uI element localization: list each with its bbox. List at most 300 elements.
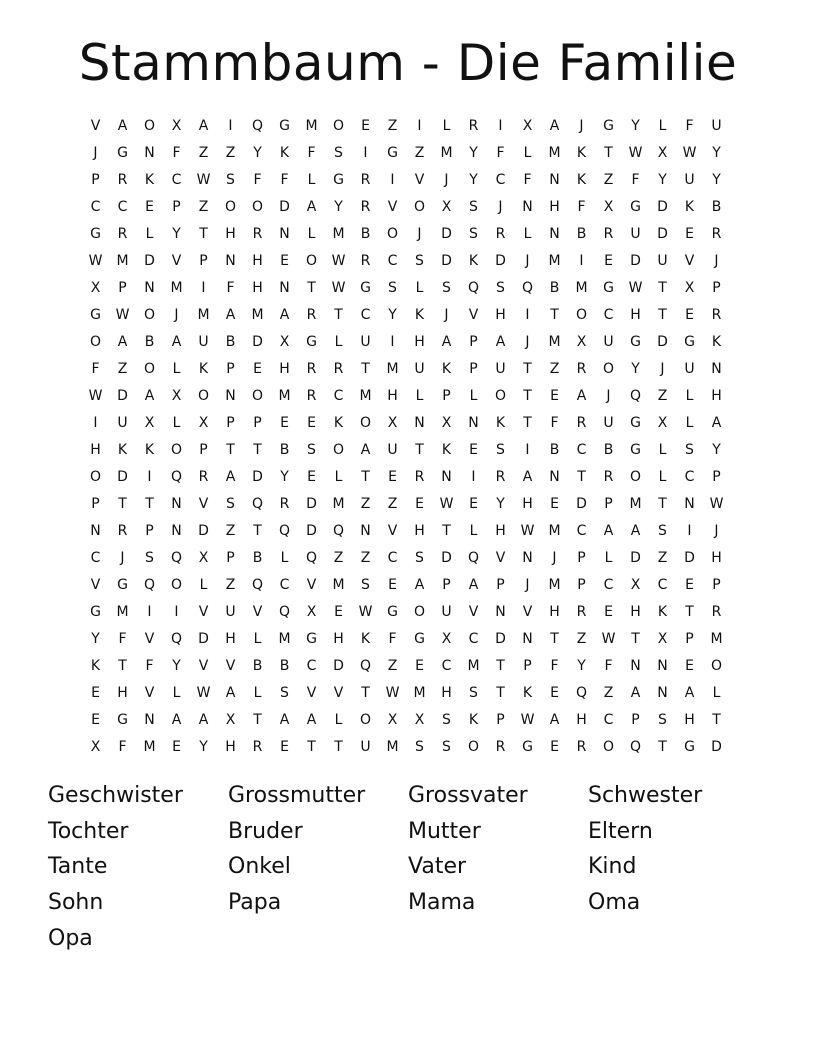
grid-cell: C [603,577,614,593]
grid-cell: V [387,523,398,539]
grid-cell: Z [387,658,398,674]
grid-cell: W [358,604,373,620]
grid-cell: Y [280,469,289,485]
grid-cell: O [143,361,156,377]
grid-cell: Q [170,631,183,647]
grid-cell: C [603,307,614,323]
grid-cell: E [280,415,289,431]
grid-cell: N [144,145,155,161]
grid-cell: O [251,199,264,215]
grid-cell: C [360,307,371,323]
grid-cell: X [171,388,182,404]
grid-cell: M [116,604,129,620]
grid-cell: T [334,739,343,755]
grid-cell: H [495,523,506,539]
grid-cell: J [714,253,719,269]
grid-cell: L [604,550,613,566]
grid-cell: K [144,442,155,458]
grid-cell: F [550,658,559,674]
grid-cell: X [171,118,182,134]
grid-cell: J [498,199,503,215]
grid-cell: T [523,361,532,377]
grid-cell: S [145,550,154,566]
grid-cell: I [363,145,368,161]
grid-cell: B [603,442,614,458]
grid-row [82,140,730,167]
word-list-item: Papa [228,890,282,916]
grid-row [82,680,730,707]
grid-cell: N [441,469,452,485]
grid-cell: Z [225,145,236,161]
grid-cell: X [144,415,155,431]
grid-cell: I [579,253,584,269]
grid-cell: W [331,280,346,296]
grid-cell: N [279,226,290,242]
grid-cell: V [333,685,344,701]
grid-cell: L [415,388,424,404]
grid-cell: N [522,550,533,566]
grid-cell: K [333,415,344,431]
grid-cell: T [253,442,262,458]
grid-cell: U [495,361,506,377]
grid-cell: U [684,361,695,377]
grid-cell: K [468,253,479,269]
grid-cell: Q [278,523,291,539]
grid-cell: P [577,577,586,593]
grid-cell: R [576,361,587,377]
grid-cell: D [495,253,506,269]
grid-cell: A [360,442,371,458]
grid-cell: X [306,604,317,620]
grid-cell: N [144,712,155,728]
grid-cell: X [603,199,614,215]
grid-cell: S [361,577,370,593]
grid-cell: Y [199,739,208,755]
grid-cell: J [660,361,665,377]
grid-cell: O [143,307,156,323]
grid-cell: O [197,388,210,404]
grid-cell: G [117,577,128,593]
grid-cell: M [359,388,372,404]
grid-cell: K [117,442,128,458]
grid-cell: Q [359,658,372,674]
grid-cell: H [549,199,560,215]
grid-cell: V [198,604,209,620]
grid-cell: P [145,523,154,539]
grid-cell: R [117,172,128,188]
grid-cell: G [360,280,371,296]
grid-cell: O [170,442,183,458]
grid-cell: U [441,604,452,620]
grid-cell: L [523,145,532,161]
word-list-item: Oma [588,890,641,916]
grid-cell: E [307,415,316,431]
grid-cell: J [714,523,719,539]
grid-cell: U [360,739,371,755]
grid-cell: J [525,253,530,269]
grid-row [82,194,730,221]
grid-cell: I [525,442,530,458]
word-list-item: Mama [408,890,476,916]
grid-cell: Z [225,577,236,593]
grid-cell: J [120,550,125,566]
grid-cell: J [444,307,449,323]
grid-cell: H [225,739,236,755]
grid-cell: N [657,658,668,674]
grid-cell: J [552,550,557,566]
grid-cell: Z [333,550,344,566]
grid-cell: K [468,712,479,728]
grid-row [82,464,730,491]
grid-cell: F [253,172,262,188]
grid-cell: L [712,685,721,701]
grid-cell: M [629,496,642,512]
grid-cell: Z [603,172,614,188]
grid-row [82,248,730,275]
grid-cell: M [251,307,264,323]
grid-cell: S [226,172,235,188]
grid-cell: K [198,361,209,377]
grid-cell: L [658,118,667,134]
grid-cell: V [468,604,479,620]
grid-cell: B [279,442,290,458]
grid-cell: M [440,145,453,161]
grid-cell: B [252,550,263,566]
grid-cell: L [334,469,343,485]
grid-cell: O [224,199,237,215]
grid-cell: X [198,415,209,431]
grid-cell: H [495,307,506,323]
grid-row [82,545,730,572]
grid-cell: N [171,523,182,539]
grid-cell: Q [170,550,183,566]
grid-cell: C [684,469,695,485]
grid-cell: S [496,280,505,296]
grid-cell: E [91,712,100,728]
grid-cell: R [306,388,317,404]
grid-cell: P [91,172,100,188]
grid-cell: L [685,415,694,431]
grid-cell: L [280,550,289,566]
word-list [48,778,768,956]
grid-cell: T [712,712,721,728]
grid-cell: D [306,496,317,512]
grid-cell: A [117,334,128,350]
grid-cell: X [522,118,533,134]
grid-cell: A [306,712,317,728]
grid-cell: B [549,280,560,296]
grid-cell: Q [251,496,264,512]
grid-cell: Z [360,550,371,566]
word-list-item: Tante [48,854,108,880]
grid-row [82,113,730,140]
grid-cell: P [496,712,505,728]
grid-cell: B [225,334,236,350]
grid-cell: P [577,550,586,566]
grid-cell: R [414,469,425,485]
grid-cell: Q [467,550,480,566]
grid-cell: V [144,685,155,701]
grid-cell: P [604,496,613,512]
grid-cell: V [495,550,506,566]
grid-cell: B [144,334,155,350]
grid-cell: C [603,712,614,728]
grid-cell: V [144,631,155,647]
grid-cell: E [685,226,694,242]
word-list-item: Kind [588,854,637,880]
grid-cell: A [495,334,506,350]
grid-cell: N [657,685,668,701]
grid-cell: M [332,226,345,242]
grid-cell: A [144,388,155,404]
grid-cell: X [387,712,398,728]
grid-cell: W [88,388,103,404]
grid-cell: H [387,388,398,404]
grid-cell: Z [549,361,560,377]
grid-cell: F [388,631,397,647]
grid-cell: G [117,712,128,728]
grid-cell: T [253,712,262,728]
grid-cell: S [442,739,451,755]
grid-cell: G [387,145,398,161]
grid-cell: R [711,307,722,323]
grid-cell: P [199,442,208,458]
grid-cell: X [576,334,587,350]
grid-cell: E [550,496,559,512]
grid-cell: P [226,415,235,431]
grid-cell: A [711,415,722,431]
grid-cell: H [684,712,695,728]
grid-cell: X [630,577,641,593]
grid-cell: M [386,361,399,377]
grid-cell: R [117,226,128,242]
word-list-item: Geschwister [48,783,183,808]
grid-cell: I [471,469,476,485]
grid-cell: B [711,199,722,215]
grid-cell: X [387,415,398,431]
grid-cell: O [332,118,345,134]
grid-cell: D [198,523,209,539]
grid-cell: H [711,388,722,404]
grid-row [82,437,730,464]
grid-cell: T [334,307,343,323]
grid-cell: I [687,523,692,539]
grid-cell: K [684,199,695,215]
grid-cell: E [307,469,316,485]
grid-cell: L [469,388,478,404]
grid-cell: X [414,712,425,728]
grid-cell: A [117,118,128,134]
grid-cell: C [387,550,398,566]
grid-cell: S [415,550,424,566]
grid-cell: E [415,496,424,512]
grid-cell: W [628,145,643,161]
grid-cell: O [386,226,399,242]
grid-cell: F [685,118,694,134]
grid-cell: A [549,118,560,134]
grid-cell: O [251,388,264,404]
grid-cell: N [171,496,182,512]
page-title: Stammbaum - Die Familie [78,34,738,92]
grid-cell: T [631,631,640,647]
grid-cell: T [145,496,154,512]
grid-cell: X [684,280,695,296]
grid-cell: K [144,172,155,188]
grid-cell: S [469,226,478,242]
grid-cell: M [278,631,291,647]
grid-cell: X [90,280,101,296]
grid-cell: R [711,604,722,620]
grid-cell: S [658,712,667,728]
grid-cell: M [170,280,183,296]
grid-cell: R [495,469,506,485]
grid-row [82,329,730,356]
grid-cell: B [360,226,371,242]
word-list-item: Eltern [588,818,653,844]
grid-cell: C [333,388,344,404]
grid-cell: T [226,442,235,458]
grid-cell: C [306,658,317,674]
grid-cell: T [496,685,505,701]
grid-cell: A [198,712,209,728]
grid-cell: T [361,469,370,485]
grid-cell: H [333,631,344,647]
grid-cell: Q [143,577,156,593]
grid-cell: H [252,253,263,269]
grid-cell: X [657,415,668,431]
grid-cell: C [387,253,398,269]
word-list-item: Bruder [228,818,303,844]
grid-cell: X [441,631,452,647]
grid-cell: K [441,361,452,377]
grid-cell: N [522,199,533,215]
grid-cell: V [684,253,695,269]
grid-cell: E [685,658,694,674]
grid-cell: L [442,118,451,134]
grid-cell: S [442,712,451,728]
grid-cell: N [495,604,506,620]
grid-cell: M [305,118,318,134]
grid-cell: D [630,253,641,269]
word-list-item: Grossvater [408,783,528,808]
grid-cell: L [172,361,181,377]
grid-cell: W [385,685,400,701]
grid-cell: L [307,172,316,188]
grid-cell: A [549,712,560,728]
grid-cell: S [415,253,424,269]
grid-cell: J [93,145,98,161]
grid-cell: K [360,631,371,647]
grid-cell: Z [198,199,209,215]
grid-cell: A [225,469,236,485]
grid-cell: U [198,334,209,350]
grid-cell: Y [172,226,181,242]
grid-cell: A [225,685,236,701]
grid-cell: P [118,280,127,296]
grid-cell: C [576,523,587,539]
grid-cell: X [657,145,668,161]
grid-cell: H [441,685,452,701]
grid-cell: N [90,523,101,539]
grid-cell: H [225,226,236,242]
grid-cell: V [198,496,209,512]
grid-row [82,518,730,545]
grid-cell: O [170,577,183,593]
grid-cell: W [682,145,697,161]
grid-row [82,356,730,383]
grid-cell: D [252,469,263,485]
grid-cell: N [684,496,695,512]
grid-cell: U [414,361,425,377]
grid-cell: M [116,253,129,269]
grid-cell: Z [576,631,587,647]
grid-cell: G [684,739,695,755]
grid-cell: O [359,712,372,728]
grid-cell: H [630,604,641,620]
grid-cell: R [198,469,209,485]
grid-cell: F [307,145,316,161]
grid-cell: J [606,388,611,404]
grid-cell: Y [712,145,721,161]
grid-cell: E [91,685,100,701]
grid-cell: R [306,361,317,377]
grid-cell: W [439,496,454,512]
grid-cell: S [496,442,505,458]
grid-cell: H [225,631,236,647]
grid-cell: Y [469,145,478,161]
grid-cell: X [90,739,101,755]
grid-cell: G [630,199,641,215]
grid-cell: L [145,226,154,242]
grid-cell: D [657,226,668,242]
grid-cell: H [252,280,263,296]
grid-cell: W [520,523,535,539]
grid-cell: E [145,199,154,215]
grid-cell: D [252,334,263,350]
grid-cell: O [89,469,102,485]
grid-cell: T [118,658,127,674]
grid-cell: A [603,523,614,539]
grid-cell: W [628,280,643,296]
grid-cell: H [522,496,533,512]
grid-cell: Q [251,118,264,134]
grid-cell: Y [469,172,478,188]
grid-cell: Z [198,145,209,161]
grid-cell: U [630,226,641,242]
grid-cell: E [280,253,289,269]
grid-cell: R [495,739,506,755]
grid-cell: J [579,118,584,134]
grid-cell: U [117,415,128,431]
grid-cell: Q [521,280,534,296]
word-list-item: Onkel [228,854,291,880]
grid-cell: U [603,334,614,350]
grid-cell: Y [388,307,397,323]
grid-cell: U [603,415,614,431]
grid-cell: D [684,550,695,566]
grid-cell: S [469,199,478,215]
grid-cell: I [201,280,206,296]
grid-cell: R [495,226,506,242]
grid-cell: R [576,415,587,431]
grid-cell: A [684,685,695,701]
grid-cell: R [279,496,290,512]
grid-cell: T [577,469,586,485]
grid-cell: D [279,199,290,215]
grid-cell: F [91,361,100,377]
grid-cell: F [145,658,154,674]
grid-cell: N [549,469,560,485]
